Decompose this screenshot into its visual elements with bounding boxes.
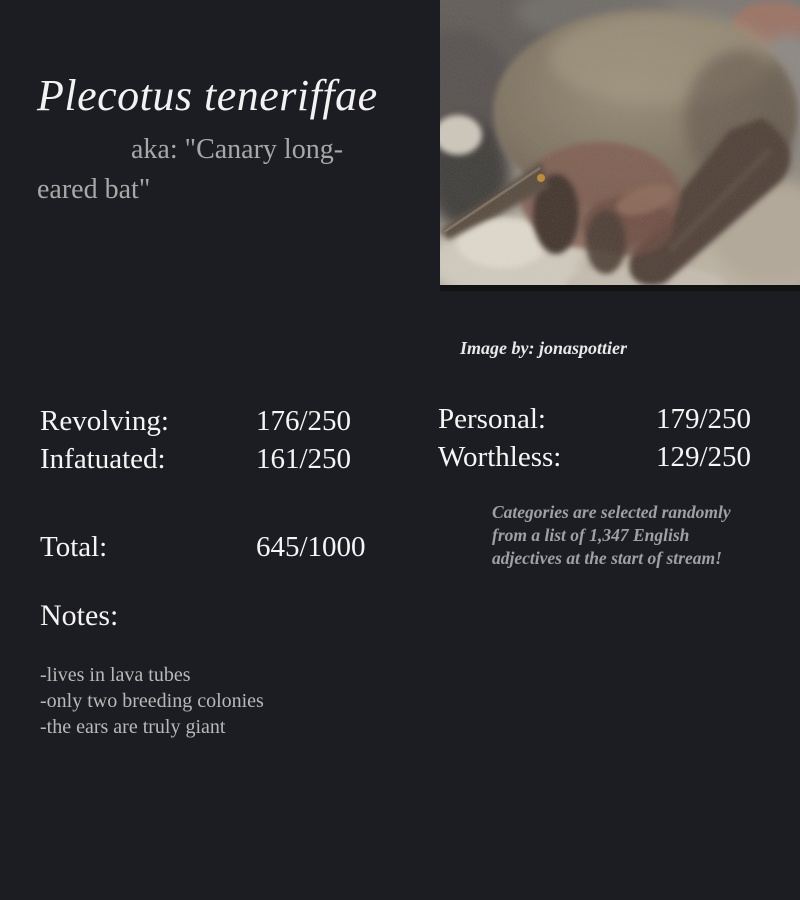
category-randomness-note: Categories are selected randomly from a list of 1,347 English adjectives at the start of stream!: [492, 502, 731, 568]
note-item: -only two breeding colonies: [40, 690, 264, 712]
total-label: Total:: [40, 531, 108, 563]
stat-label: Revolving:: [40, 405, 169, 437]
stats-left-column: [40, 402, 351, 478]
notes-list: [40, 662, 264, 740]
stats-right-column: [438, 400, 751, 476]
notes-heading: Notes:: [40, 599, 119, 632]
total-value: 645/1000: [256, 531, 366, 563]
image-credit: Image by: jonaspottier: [460, 338, 627, 358]
stat-row-worthless: [438, 438, 751, 476]
species-alias: aka: "Canary long-eared bat": [37, 134, 344, 205]
stat-label: Personal:: [438, 403, 546, 435]
bat-photo: [440, 0, 800, 291]
stat-value: 176/250: [256, 405, 352, 437]
note-item: -lives in lava tubes: [40, 664, 191, 686]
stat-value: 129/250: [656, 441, 752, 473]
stat-label: Infatuated:: [40, 443, 166, 475]
stat-value: 179/250: [656, 403, 752, 435]
stat-row-infatuated: [40, 440, 351, 478]
species-title: Plecotus teneriffae: [37, 71, 378, 120]
note-item: -the ears are truly giant: [40, 716, 226, 738]
stat-label: Worthless:: [438, 441, 562, 473]
stat-row-total: [40, 528, 366, 566]
stat-row-revolving: [40, 402, 351, 440]
stat-value: 161/250: [256, 443, 352, 475]
stat-row-personal: [438, 400, 751, 438]
